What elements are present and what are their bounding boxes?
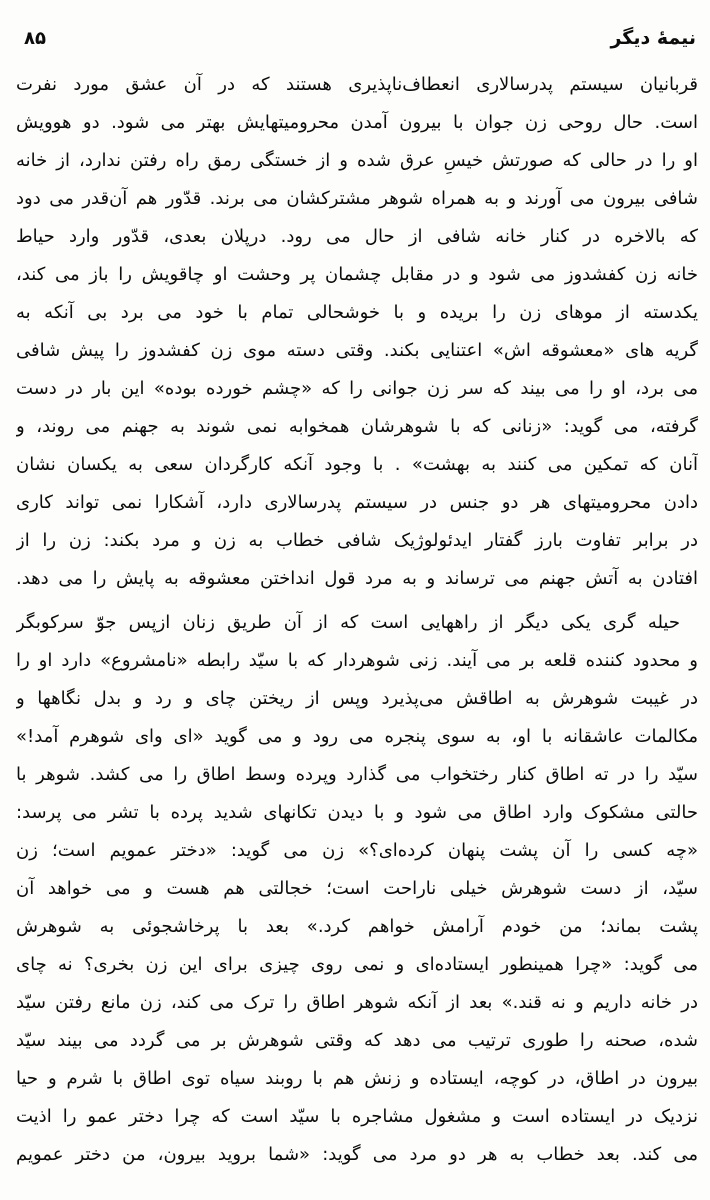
text-line: مکالمات عاشقانه با او، به سوی پنجره می رود و می گوید «ای وای شوهرم آمد!» <box>16 726 698 747</box>
running-title: نیمهٔ دیگر <box>610 27 696 49</box>
text-line: است. حال روحی زن جوان با بیرون آمدن محرومیتهایش بهتر می شود. دو هوویش <box>16 112 698 133</box>
text-line: «چه کسی را آن پشت پنهان کرده‌ای؟» زن می گوید: «دختر عمویم است؛ زن <box>16 840 698 861</box>
text-line: حالتی مشکوک وارد اطاق می شود و با دیدن تکانهای شدید پرده با تشر می پرسد: <box>16 802 698 823</box>
text-line: گرفته، می گوید: «زنانی که با شوهرشان همخوابه نمی شوند به جهنم می روند، و <box>16 416 698 437</box>
text-line: حیله گری یکی دیگر از راههایی است که از آن طریق زنان ازپس جوّ سرکوبگر <box>16 612 680 633</box>
text-line: دادن محرومیتهای هر دو جنس در سیستم پدرسالاری دارد، آشکارا نمی تواند کاری <box>16 492 698 513</box>
text-line: او را در حالی که صورتش خیسِ عرق شده و از خستگی رمق راه رفتن ندارد، از خانه <box>16 150 698 171</box>
text-line: می برد، او را می بیند که سر زن جوانی را که «چشم خورده بوده» این بار در دست <box>16 378 698 399</box>
text-line: یکدسته از موهای زن را بریده و با خوشحالی تمام با خود می برد بی آنکه به <box>16 302 698 323</box>
text-line: در غیبت شوهرش به اطاقش می‌پذیرد وپس از ریختن چای و رد و بدل نگاهها و <box>16 688 698 709</box>
text-line: می کند. بعد خطاب به هر دو مرد می گوید: «شما بروید بیرون، من دختر عمویم <box>16 1144 698 1165</box>
text-line: سیّد را در ته اطاق کنار رختخواب می گذارد وپرده وسط اطاق را می کشد. شوهر با <box>16 764 698 785</box>
text-line: که بالاخره در کنار خانه شافی از حال می رود. درپلان بعدی، قدّور وارد حیاط <box>16 226 698 247</box>
text-line: بیرون در اطاق، در کوچه، ایستاده و زنش هم با روبند سیاه توی اطاق با شرم و حیا <box>16 1068 698 1089</box>
text-line: پشت بماند؛ من خودم آرامش خواهم کرد.» بعد با پرخاشجوئی به شوهرش <box>16 916 698 937</box>
text-line: در خانه داریم و نه قند.» بعد از آنکه شوهر اطاق را ترک می کند، زن مانع رفتن سیّد <box>16 992 698 1013</box>
text-line: شافی بیرون می آورند و به همراه شوهر مشترکشان می برند. قدّور هم آن‌قدر می دود <box>16 188 698 209</box>
text-line: خانه زن کفشدوز می شود و در مقابل چشمان پر وحشت او چاقویش را باز می کند، <box>16 264 698 285</box>
text-line: افتادن به آتش جهنم می ترساند و به مرد قول انداختن معشوقه به پایش را می دهد. <box>16 568 698 589</box>
text-line: آنان که تمکین می کنند به بهشت» . با وجود آنکه کارگردان سعی به یکسان نشان <box>16 454 698 475</box>
paragraph-2 <box>16 604 698 1174</box>
text-line: شده، صحنه را طوری ترتیب می دهد که وقتی شوهرش بر می گردد می بیند سیّد <box>16 1030 698 1051</box>
text-line: سیّد، از دست شوهرش خیلی ناراحت است؛ خجالتی هم هست و می خواهد آن <box>16 878 698 899</box>
text-line: در برابر تفاوت بارز گفتار ایدئولوژیک شافی خطاب به زن و مرد بکند: زن را از <box>16 530 698 551</box>
page-header <box>0 0 710 49</box>
page-number: ۸۵ <box>24 28 46 49</box>
text-line: نزدیک در ایستاده است و مشغول مشاجره با سیّد است که چرا دختر عمو را اذیت <box>16 1106 698 1127</box>
text-line: گریه های «معشوقه اش» اعتنایی بکند. وقتی دسته موی زن کفشدوز را پیش شافی <box>16 340 698 361</box>
text-line: قربانیان سیستم پدرسالاری انعطاف‌ناپذیری هستند که در آن عشق مورد نفرت <box>16 74 698 95</box>
page-body <box>0 49 710 1174</box>
text-line: و محدود کننده قلعه بر می آیند. زنی شوهردار که با سیّد رابطه «نامشروع» دارد او را <box>16 650 698 671</box>
text-line: می گوید: «چرا همینطور ایستاده‌ای و نمی روی چیزی برای این زن بخری؟ نه چای <box>16 954 698 975</box>
paragraph-1 <box>16 66 698 598</box>
